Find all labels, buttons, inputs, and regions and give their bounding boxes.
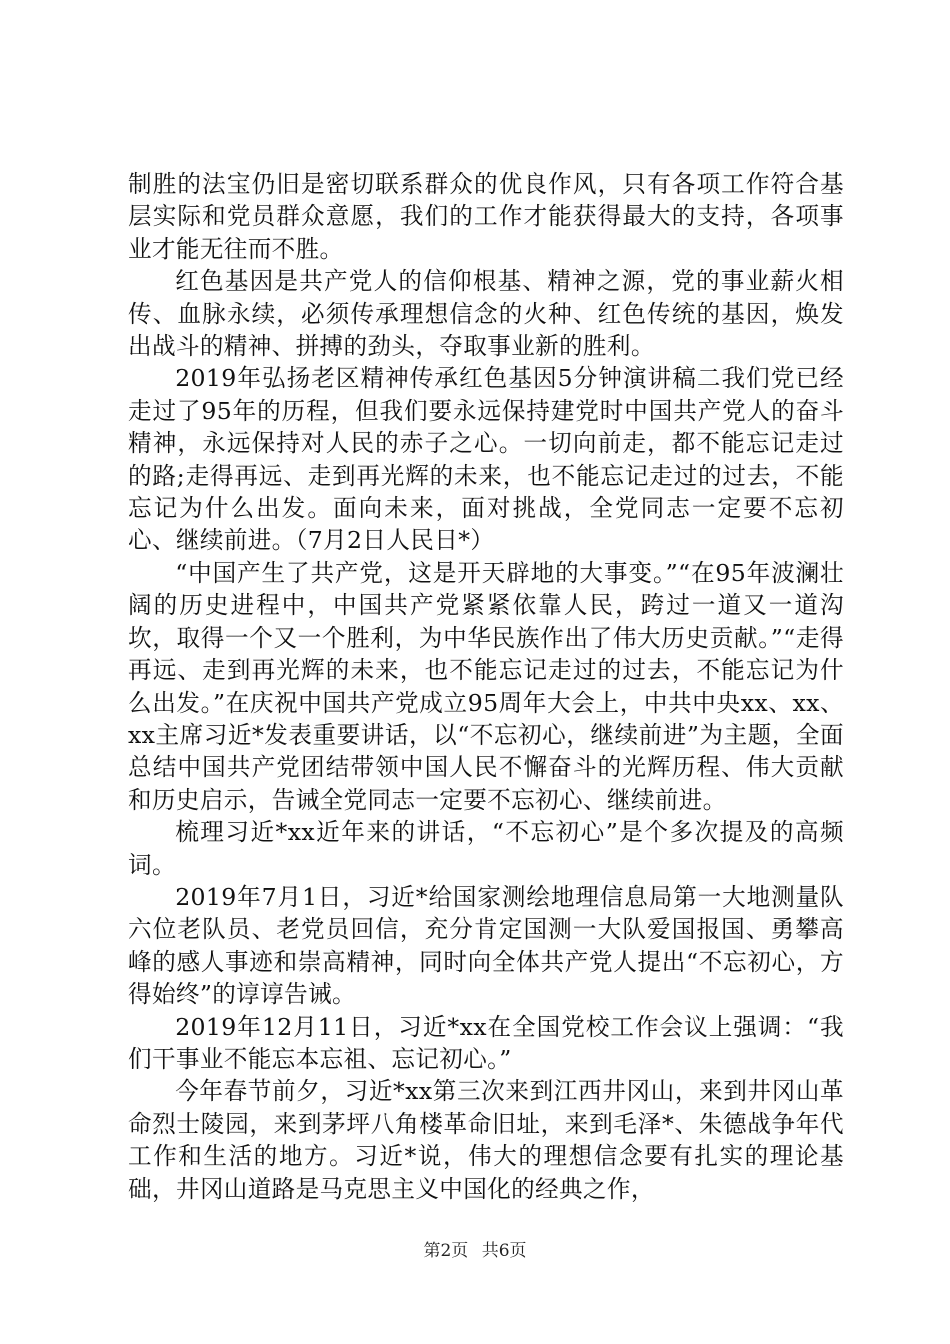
paragraph-2: 红色基因是共产党人的信仰根基、精神之源，党的事业薪火相传、血脉永续，必须传承理想信念的火种、红色传统的基因，焕发出战斗的精神、拼搏的劲头，夺取事业新的胜利。 — [128, 267, 844, 361]
page-total: 共6页 — [481, 1241, 527, 1261]
paragraph-5: 梳理习近*xx近年来的讲话，“不忘初心”是个多次提及的高频词。 — [128, 818, 844, 879]
paragraph-4: “中国产生了共产党，这是开天辟地的大事变。”“在95年波澜壮阔的历史进程中，中国共产党紧紧依靠人民，跨过一道又一道沟坎，取得一个又一个胜利，为中华民族作出了伟大历史贡献。”“走得再远、走到再光辉的未来，也不能忘记走过的过去，不能忘记为什么出发。”在庆祝中国共产党成立95周年大会上，中共中央xx、xx、xx主席习近*发表重要讲话，以“不忘初心，继续前进”为主题，全面总结中国共产党团结带领中国人民不懈奋斗的光辉历程、伟大贡献和历史启示，告诫全党同志一定要不忘初心、继续前进。 — [128, 558, 844, 814]
page-footer — [0, 1236, 950, 1261]
paragraph-7: 2019年12月11日，习近*xx在全国党校工作会议上强调：“我们干事业不能忘本忘祖、忘记初心。” — [128, 1012, 844, 1073]
paragraph-1: 制胜的法宝仍旧是密切联系群众的优良作风，只有各项工作符合基层实际和党员群众意愿，我们的工作才能获得最大的支持，各项事业才能无往而不胜。 — [128, 170, 844, 263]
page-number: 第2页 — [423, 1241, 469, 1261]
paragraph-3: 2019年弘扬老区精神传承红色基因5分钟演讲稿二我们党已经走过了95年的历程，但我们要永远保持建党时中国共产党人的奋斗精神，永远保持对人民的赤子之心。一切向前走，都不能忘记走过的路;走得再远、走到再光辉的未来，也不能忘记走过的过去，不能忘记为什么出发。面向未来，面对挑战，全党同志一定要不忘初心、继续前进。（7月2日人民日*） — [128, 364, 844, 555]
document-body — [128, 168, 844, 1205]
paragraph-8: 今年春节前夕，习近*xx第三次来到江西井冈山，来到井冈山革命烈士陵园，来到茅坪八角楼革命旧址，来到毛泽*、朱德战争年代工作和生活的地方。习近*说，伟大的理想信念要有扎实的理论基础，井冈山道路是马克思主义中国化的经典之作， — [128, 1077, 844, 1203]
paragraph-6: 2019年7月1日，习近*给国家测绘地理信息局第一大地测量队六位老队员、老党员回信，充分肯定国测一大队爱国报国、勇攀高峰的感人事迹和崇高精神，同时向全体共产党人提出“不忘初心，方得始终”的谆谆告诫。 — [128, 882, 844, 1009]
